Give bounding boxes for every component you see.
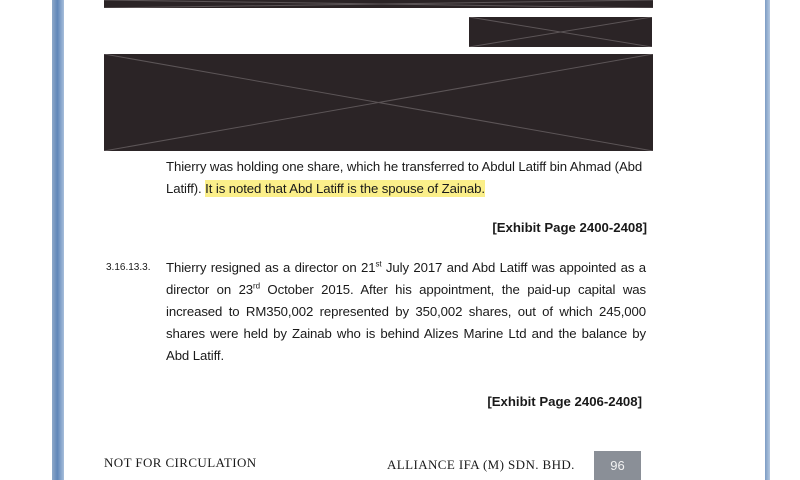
left-binder-edge (52, 0, 64, 480)
page-number: 96 (594, 451, 641, 480)
paragraph-transfer-text: Thierry was holding one share, which he transferred to Abdul Latiff bin Ahmad (Abd Latiff). (166, 159, 643, 196)
paragraph-text-part: October 2015. After his appointment, the paid-up capital was increased to RM350,002 represented by 350,002 shares, out of which 245,000 shares were held by Zainab who is behind Alizes Marine Ltd and the balance by Abd Latiff. (166, 282, 646, 363)
footer-confidential-notice: NOT FOR CIRCULATION (104, 455, 257, 470)
redaction-box (104, 0, 653, 8)
right-binder-edge (765, 0, 770, 480)
ordinal-suffix: st (375, 259, 382, 269)
highlighted-sentence: It is noted that Abd Latiff is the spouse of Zainab. (205, 181, 485, 196)
exhibit-reference: [Exhibit Page 2406-2408] (487, 394, 642, 409)
exhibit-reference: [Exhibit Page 2400-2408] (492, 220, 647, 235)
paragraph-text-part: July 2017 and Abd Latiff was appointed as a director on 23 (166, 260, 647, 297)
footer-company-name: ALLIANCE IFA (M) SDN. BHD. (387, 457, 575, 472)
paragraph-resignation (166, 257, 646, 367)
redaction-box (469, 17, 652, 47)
paragraph-transfer (166, 156, 656, 200)
paragraph-text-part: Thierry resigned as a director on 21 (166, 260, 376, 275)
redaction-box (104, 54, 653, 151)
section-number: 3.16.13.3. (106, 262, 151, 273)
ordinal-suffix: rd (253, 281, 260, 291)
